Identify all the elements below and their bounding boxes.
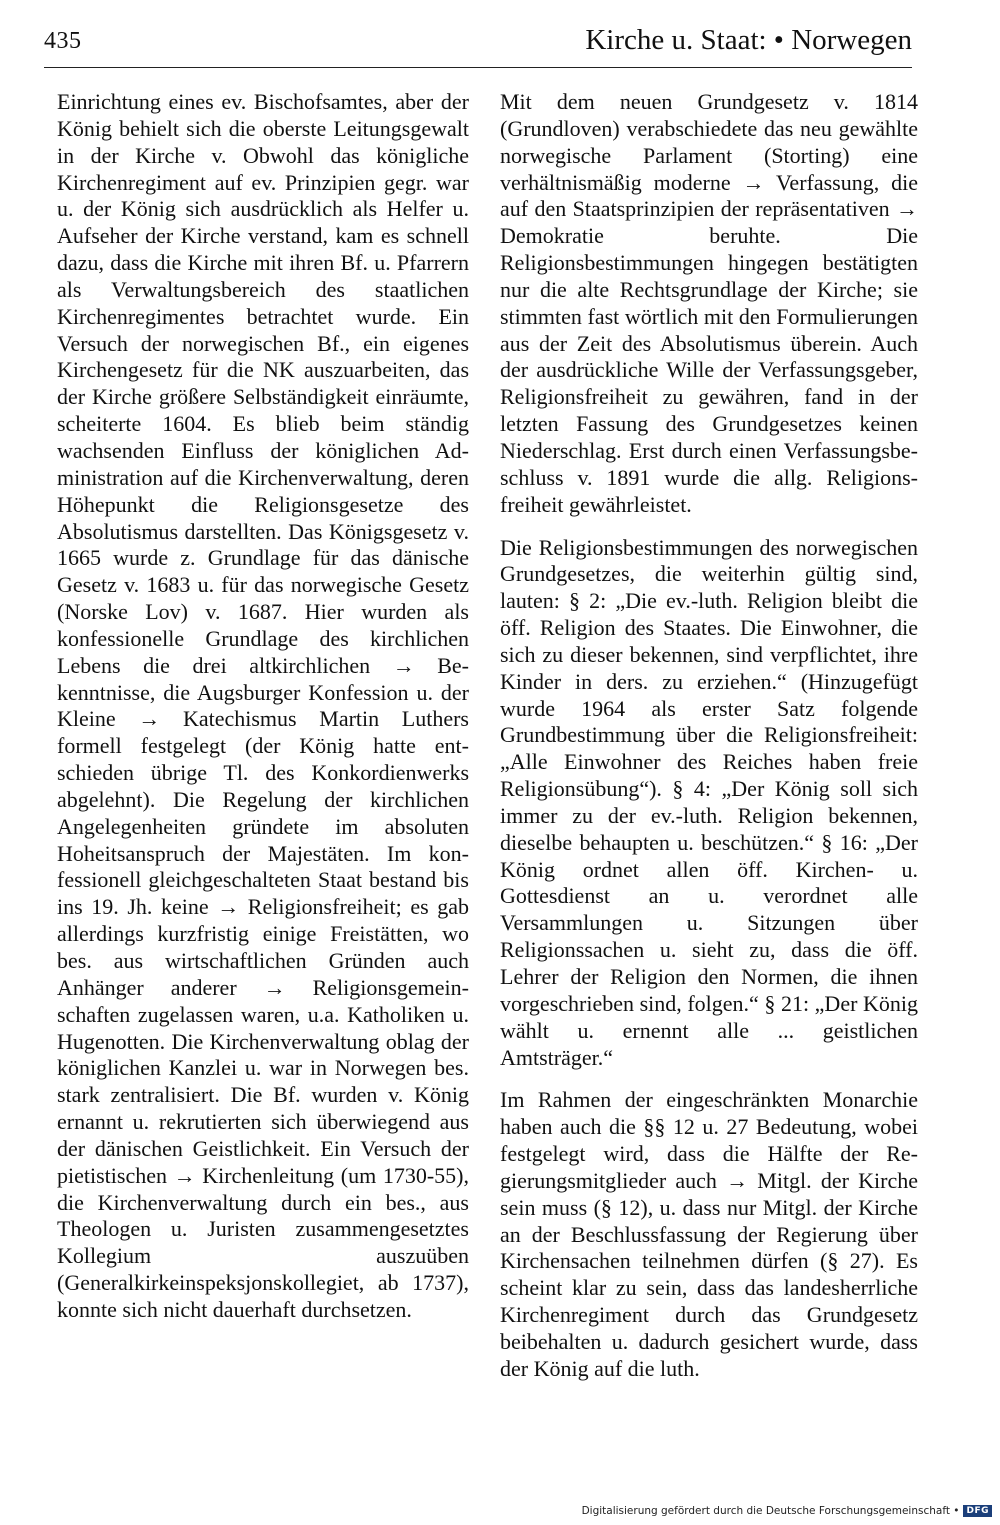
footer bbox=[582, 1505, 992, 1517]
paragraph: Mit dem neuen Grundgesetz v. 1814 (Grundloven) verabschiedete das neu gewählte norwegische Parlament (Storting) eine verhältnismäßig moderne → Verfassung, die auf den Staatsprinzipien der repräsentativen → Demokratie beruhte. Die Religionsbestimmungen hingegen bestätigten nur die alte Rechtsgrundlage der Kirche; sie stimmten fast wörtlich mit den Formulierungen aus der Zeit des Absolutismus überein. Auch der ausdrückliche Wille der Verfassungsgeber, Religionsfreiheit zu gewähren, fand in der letzten Fassung des Grundgesetzes keinen Niederschlag. Erst durch einen Verfassungsbeschluss v. 1891 wurde die allg. Religionsfreiheit gewährleistet. bbox=[500, 89, 918, 517]
dfg-logo-icon: DFG bbox=[963, 1505, 992, 1517]
paragraph: Einrichtung eines ev. Bischofsamtes, aber der König behielt sich die oberste Leitungsgewalt in der Kirche v. Obwohl das königliche Kirchenregiment auf ev. Prinzipien gegr. war u. der König sich ausdrücklich als Helfer u. Aufseher der Kirche verstand, kam es schnell dazu, dass die Kirche mit ihren Bf. u. Pfarrern als Verwaltungsbereich des staatlichen Kirchenregimentes betrachtet wurde. Ein Versuch der norwegischen Bf., ein eigenes Kirchengesetz für die NK auszuarbeiten, das der Kirche größere Selbständigkeit einräumte, scheiterte 1604. Es blieb beim ständig wachsenden Einfluss der königlichen Administration auf die Kirchenverwaltung, deren Höhepunkt die Religionsgesetze des Absolutismus darstellten. Das Königsgesetz v. 1665 wurde z. Grundlage für das dänische Gesetz v. 1683 u. für das norwegische Gesetz (Norske Lov) v. 1687. Hier wurden als konfessionelle Grundlage des kirchlichen Lebens die drei altkirchlichen → Bekenntnisse, die Augsburger Konfession u. der Kleine → Katechismus Martin Luthers formell festgelegt (der König hatte entschieden übrige Tl. des Konkordienwerks abgelehnt). Die Regelung der kirchlichen Angelegenheiten gründete im absoluten Hoheitsanspruch der Majestäten. Im konfessionell gleichgeschalteten Staat bestand bis ins 19. Jh. keine → Religionsfreiheit; es gab allerdings kurzfristig einige Freistätten, wo bes. aus wirtschaftlichen Gründen auch Anhänger anderer → Religionsgemeinschaften zugelassen waren, u.a. Katholiken u. Hugenotten. Die Kirchenverwaltung oblag der königlichen Kanzlei u. war in Norwegen bes. stark zentralisiert. Die Bf. wurden v. König ernannt u. rekrutierten sich überwiegend aus der dänischen Geistlichkeit. Ein Versuch der pietistischen → Kirchenleitung (um 1730-55), die Kirchenverwaltung durch ein bes., aus Theologen u. Juristen zusammengesetztes Kollegium auszuüben (Generalkirkeinspeksjonskollegiet, ab 1737), konnte sich nicht dauerhaft durchsetzen. bbox=[57, 89, 469, 1322]
left-column bbox=[57, 89, 469, 1324]
right-column bbox=[500, 89, 918, 1383]
paragraph: Im Rahmen der eingeschränkten Monarchie haben auch die §§ 12 u. 27 Bedeutung, wobei festgelegt wird, dass die Hälfte der Regierungsmitglieder auch → Mitgl. der Kirche sein muss (§ 12), u. dass nur Mitgl. der Kirche an der Beschlussfassung der Regierung über Kirchensachen teilnehmen dürfen (§ 27). Es scheint klar zu sein, dass das landesherrliche Kirchenregiment durch das Grundgesetz beibehalten u. dadurch gesichert wurde, dass der König auf die luth. bbox=[500, 1087, 918, 1381]
running-head: Kirche u. Staat: • Norwegen bbox=[585, 24, 912, 56]
footer-credit: Digitalisierung gefördert durch die Deutsche Forschungsgemeinschaft • bbox=[581, 1505, 960, 1517]
paragraph: Die Religionsbestimmungen des norwegischen Grundgesetzes, die weiterhin gültig sind, lauten: § 2: „Die ev.-luth. Religion bleibt die öff. Religion des Staates. Die Einwohner, die sich zu dieser bekennen, sind verpflichtet, ihre Kinder in ders. zu erziehen.“ (Hinzugefügt wurde 1964 als erster Satz folgende Grundbestimmung über die Religionsfreiheit: „Alle Einwohner des Reiches haben freie Religionsübung“). § 4: „Der König soll sich immer zu der ev.-luth. Religion bekennen, dieselbe behaupten u. beschützen.“ § 16: „Der König ordnet allen öff. Kirchen- u. Gottesdienst an u. verordnet alle Versammlungen u. Sitzungen über Religionssachen u. sieht zu, dass die öff. Lehrer der Religion den Normen, die ihnen vorgeschrieben sind, folgen.“ § 21: „Der König wählt u. ernennt alle ... geistlichen Amtsträger.“ bbox=[500, 534, 918, 1070]
page-number: 435 bbox=[44, 28, 82, 54]
header-rule bbox=[44, 67, 912, 68]
